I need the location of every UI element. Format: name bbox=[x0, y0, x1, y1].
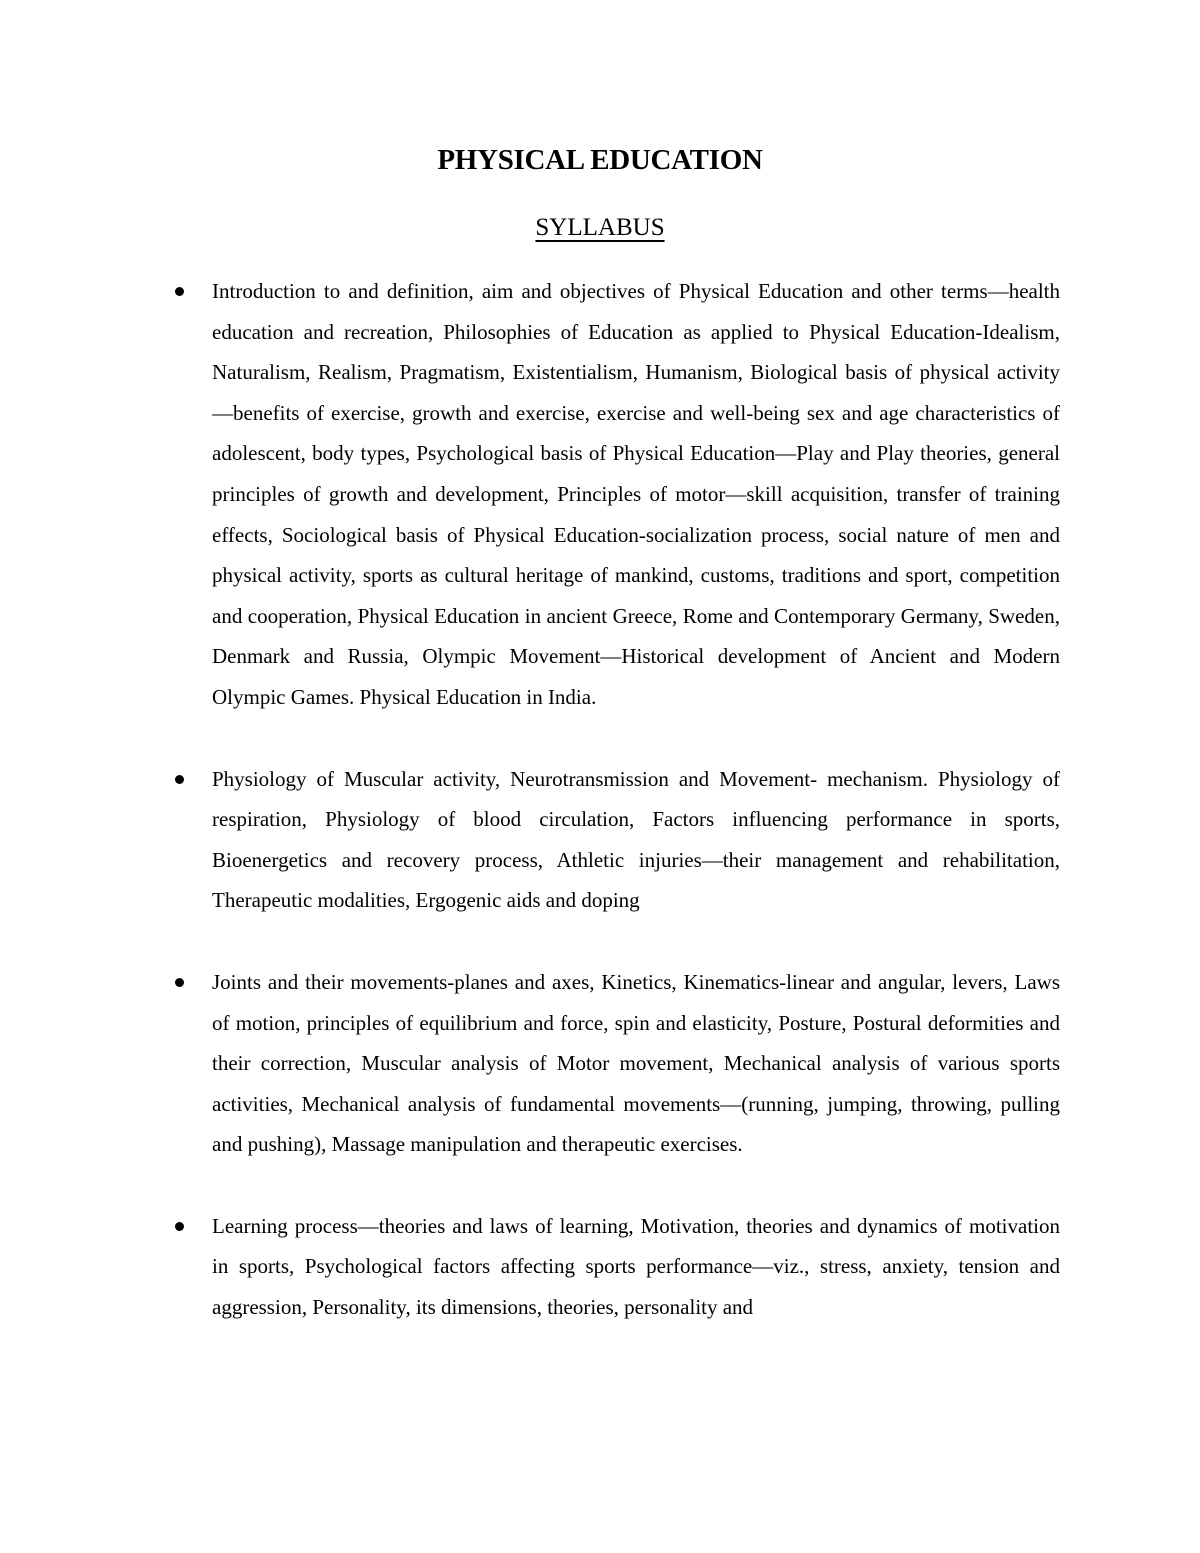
syllabus-item-text: Joints and their movements-planes and axes, Kinetics, Kinematics-linear and angular, levers, Laws of motion, principles of equilibrium and force, spin and elasticity, Posture, Postural deformities and their correction, Muscular analysis of Motor movement, Mechanical analysis of various sports activities, Mechanical analysis of fundamental movements—(running, jumping, throwing, pulling and pushing), Massage manipulation and therapeutic exercises. bbox=[212, 969, 1060, 1157]
bullet-icon bbox=[175, 1222, 184, 1231]
syllabus-item bbox=[170, 759, 1060, 921]
document-subtitle bbox=[0, 208, 1200, 248]
syllabus-item bbox=[170, 962, 1060, 1165]
syllabus-item-text: Introduction to and definition, aim and objectives of Physical Education and other terms—health education and recreation, Philosophies of Education as applied to Physical Education-Idealism, Naturalism, Realism, Pragmatism, Existentialism, Humanism, Biological basis of physical activity—benefits of exercise, growth and exercise, exercise and well-being sex and age characteristics of adolescent, body types, Psychological basis of Physical Education—Play and Play theories, general principles of growth and development, Principles of motor—skill acquisition, transfer of training effects, Sociological basis of Physical Education-socialization process, social nature of men and physical activity, sports as cultural heritage of mankind, customs, traditions and sport, competition and cooperation, Physical Education in ancient Greece, Rome and Contemporary Germany, Sweden, Denmark and Russia, Olympic Movement—Historical development of Ancient and Modern Olympic Games. Physical Education in India. bbox=[212, 279, 1060, 709]
subtitle-text: SYLLABUS bbox=[535, 214, 665, 241]
bullet-icon bbox=[175, 978, 184, 987]
syllabus-item-text: Physiology of Muscular activity, Neurotransmission and Movement- mechanism. Physiology of respiration, Physiology of blood circulation, Factors influencing performance in sports, Bioenergetics and recovery process, Athletic injuries—their management and rehabilitation, Therapeutic modalities, Ergogenic aids and doping bbox=[212, 766, 1060, 913]
syllabus-item bbox=[170, 271, 1060, 718]
syllabus-list bbox=[170, 271, 1060, 1369]
bullet-icon bbox=[175, 287, 184, 296]
bullet-icon bbox=[175, 775, 184, 784]
syllabus-item bbox=[170, 1206, 1060, 1328]
syllabus-item-text: Learning process—theories and laws of learning, Motivation, theories and dynamics of motivation in sports, Psychological factors affecting sports performance—viz., stress, anxiety, tension and aggression, Personality, its dimensions, theories, personality and bbox=[212, 1213, 1060, 1320]
document-title: PHYSICAL EDUCATION bbox=[437, 144, 763, 176]
